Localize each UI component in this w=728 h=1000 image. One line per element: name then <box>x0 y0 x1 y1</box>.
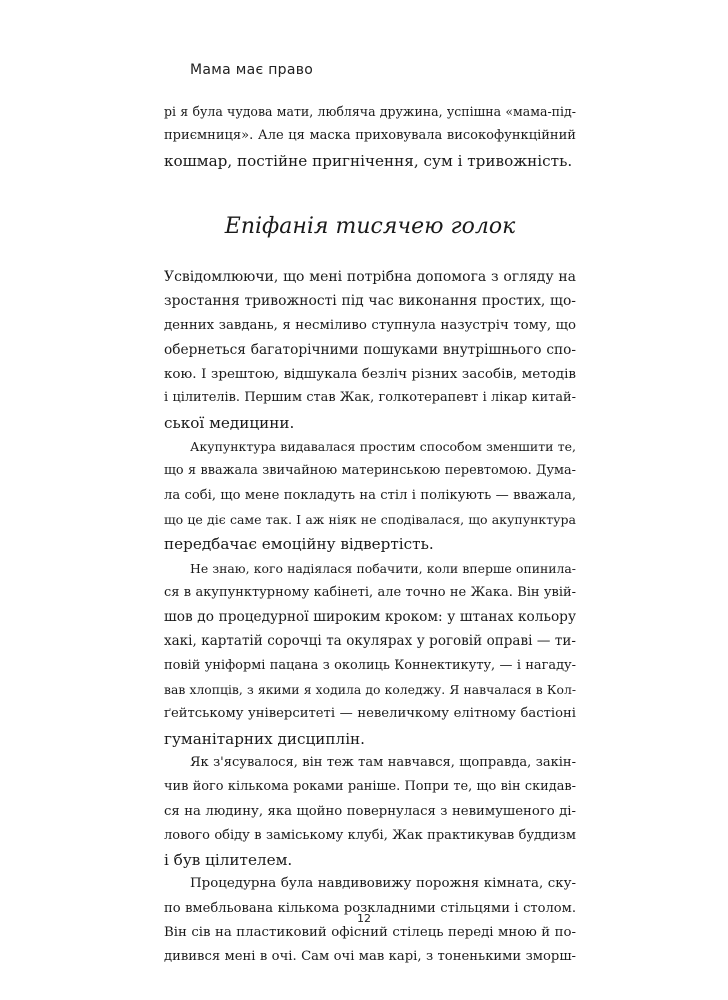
text-line: і був цілителем. <box>164 851 293 870</box>
intro-paragraph <box>164 100 576 173</box>
text-line: Не знаю, кого надіялася побачити, коли вперше опинила- <box>190 560 576 576</box>
text-line: що це діє саме так. І аж ніяк не сподівалася, що акупунктура <box>164 511 576 527</box>
text-line: ся в акупунктурному кабінеті, але точно не Жака. Він увій- <box>164 584 576 600</box>
text-line: повій уніформі пацана з околиць Коннектикуту, — і нагаду- <box>164 657 576 673</box>
text-line: дивився мені в очі. Сам очі мав карі, з тоненькими зморш- <box>164 949 576 965</box>
text-line: гуманітарних дисциплін. <box>164 729 366 748</box>
text-line: передбачає емоційну відвертість. <box>164 535 434 554</box>
section-title: Епіфанія тисячею голок <box>224 214 516 239</box>
text-line: ла собі, що мене покладуть на стіл і полікують — вважала, <box>164 487 576 503</box>
text-line: ґейтському університеті — невеличкому елітному бастіоні <box>164 706 576 722</box>
text-line: чив його кількома роками раніше. Попри те, що він скидав- <box>164 779 576 795</box>
text-line: денних завдань, я несміливо ступнула назустріч тому, що <box>164 317 576 333</box>
text-line: рі я була чудова мати, любляча дружина, успішна «мама-під- <box>164 104 576 119</box>
text-line: зростання тривожності під час виконання простих, що- <box>164 293 576 310</box>
text-line: по вмебльована кількома розкладними стільцями і столом. <box>164 900 576 916</box>
text-line: обернеться багаторічними пошуками внутрішнього спо- <box>164 341 576 358</box>
text-line: Він сів на пластиковий офісний стілець переді мною й по- <box>164 925 576 941</box>
text-line: Процедурна була навдивовижу порожня кімната, ску- <box>190 876 576 892</box>
text-line: шов до процедурної широким кроком: у штанах кольору <box>164 609 576 626</box>
text-line: кою. І зрештою, відшукала безліч різних засобів, методів <box>164 366 576 383</box>
text-line: Як з'ясувалося, він теж там навчався, щоправда, закін- <box>190 754 576 770</box>
text-line: приємниця». Але ця маска приховувала високофункційний <box>164 128 576 144</box>
text-line: вав хлопців, з якими я ходила до коледжу. Я навчалася в Кол- <box>164 682 576 698</box>
text-line: кошмар, постійне пригнічення, сум і тривожність. <box>164 151 573 170</box>
text-line: ся на людину, яка щойно повернулася з невимушеного ді- <box>164 803 576 819</box>
text-line: ської медицини. <box>164 413 295 432</box>
text-line: Усвідомлюючи, що мені потрібна допомога з огляду на <box>164 269 576 285</box>
text-line: хакі, картатій сорочці та окулярах у роговій оправі — ти- <box>164 633 576 650</box>
page-number: 12 <box>357 912 371 925</box>
text-line: лового обіду в заміському клубі, Жак практикував буддизм <box>164 827 576 843</box>
text-line: що я вважала звичайною материнською перевтомою. Дума- <box>164 463 576 479</box>
body-text <box>164 265 576 970</box>
running-head: Мама має право <box>190 62 314 78</box>
text-line: і цілителів. Першим став Жак, голкотерапевт і лікар китай- <box>164 390 576 406</box>
text-line: Акупунктура видавалася простим способом зменшити те, <box>190 439 576 455</box>
